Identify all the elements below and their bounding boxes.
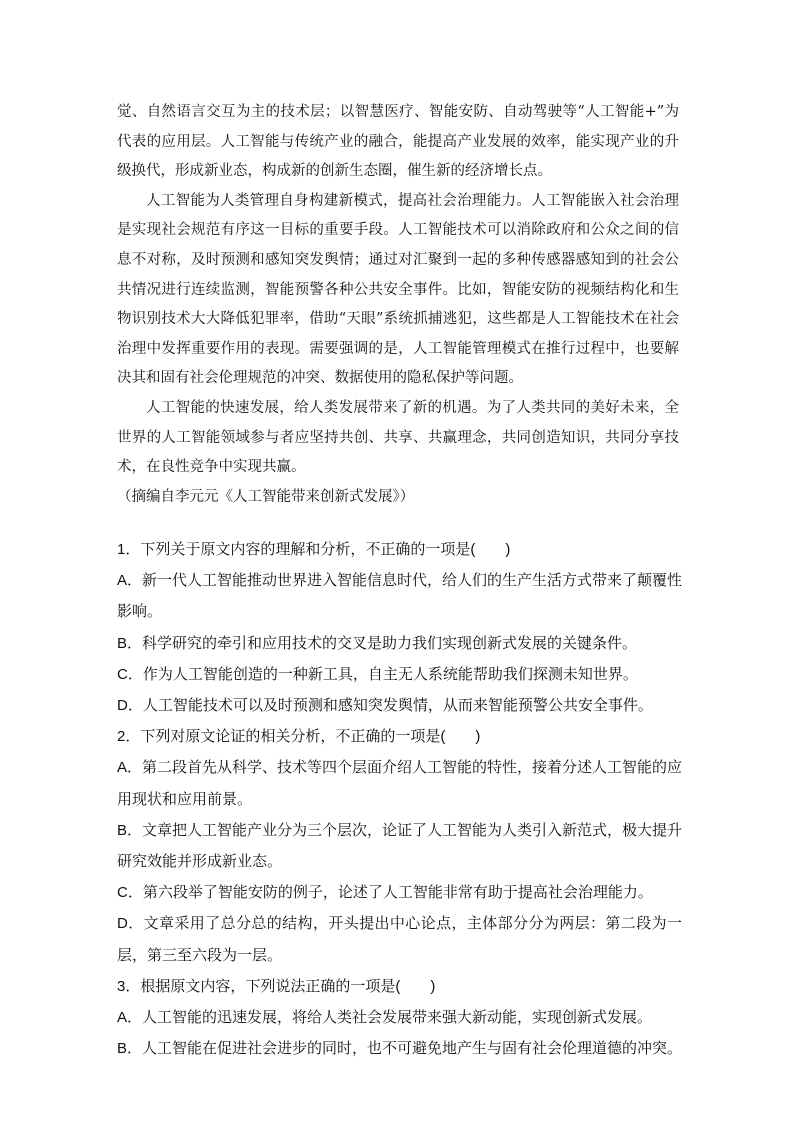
option-a: A．人工智能的迅速发展，将给人类社会发展带来强大新动能，实现创新式发展。 <box>117 1009 653 1027</box>
option-c: C．作为人工智能创造的一种新工具，自主无人系统能帮助我们探测未知世界。 <box>117 665 638 683</box>
option-a: A．第二段首先从科学、技术等四个层面介绍人工智能的特性，接着分述人工智能的应用现状和应用前景。 <box>117 759 683 808</box>
passage-source: （摘编自李元元《人工智能带来创新式发展》） <box>117 488 415 505</box>
passage-paragraph-3: 人工智能的快速发展，给人类发展带来了新的机遇。为了人类共同的美好未来，全世界的人工智能领域参与者应坚持共创、共享、共赢理念，共同创造知识，共同分享技术，在良性竞争中实现共赢。 <box>117 399 679 476</box>
option-c: C．第六段举了智能安防的例子，论述了人工智能非常有助于提高社会治理能力。 <box>117 884 653 902</box>
question-2 <box>117 721 682 971</box>
passage-paragraph-2: 人工智能为人类管理自身构建新模式，提高社会治理能力。人工智能嵌入社会治理是实现社会规范有序这一目标的重要手段。人工智能技术可以消除政府和公众之间的信息不对称，及时预测和感知突发舆情；通过对汇聚到一起的多种传感器感知到的社会公共情况进行连续监测，智能预警各种公共安全事件。比如，智能安防的视频结构化和生物识别技术大大降低犯罪率，借助“天眼”系统抓捕逃犯，这些都是人工智能技术在社会治理中发挥重要作用的表现。需要强调的是，人工智能管理模式在推行过程中，也要解决其和固有社会伦理规范的冲突、数据使用的隐私保护等问题。 <box>117 192 679 387</box>
question-section <box>117 534 682 1064</box>
question-stem: 2．下列对原文论证的相关分析，不正确的一项是( ) <box>117 728 481 746</box>
option-d: D．文章采用了总分总的结构，开头提出中心论点，主体部分分为两层：第二段为一层，第三至六段为一层。 <box>117 915 682 964</box>
option-b: B．文章把人工智能产业分为三个层次，论证了人工智能为人类引入新范式，极大提升研究效能并形成新业态。 <box>117 821 683 871</box>
question-stem: 1．下列关于原文内容的理解和分析，不正确的一项是( ) <box>117 541 511 558</box>
option-b: B．科学研究的牵引和应用技术的交叉是助力我们实现创新式发展的关键条件。 <box>117 634 638 652</box>
option-d: D．人工智能技术可以及时预测和感知突发舆情，从而来智能预警公共安全事件。 <box>117 697 653 715</box>
option-a: A．新一代人工智能推动世界进入智能信息时代，给人们的生产生活方式带来了颠覆性影响。 <box>117 572 683 621</box>
question-1 <box>117 534 682 721</box>
question-stem: 3．根据原文内容，下列说法正确的一项是( ) <box>117 977 436 995</box>
passage-paragraph-1: 觉、自然语言交互为主的技术层；以智慧医疗、智能安防、自动驾驶等“人工智能+”为代表的应用层。人工智能与传统产业的融合，能提高产业发展的效率，能实现产业的升级换代，形成新业态，构成新的创新生态圈，催生新的经济增长点。 <box>117 104 679 180</box>
option-b: B．人工智能在促进社会进步的同时，也不可避免地产生与固有社会伦理道德的冲突。 <box>117 1040 683 1058</box>
reading-passage <box>117 98 679 512</box>
question-3 <box>117 971 682 1065</box>
